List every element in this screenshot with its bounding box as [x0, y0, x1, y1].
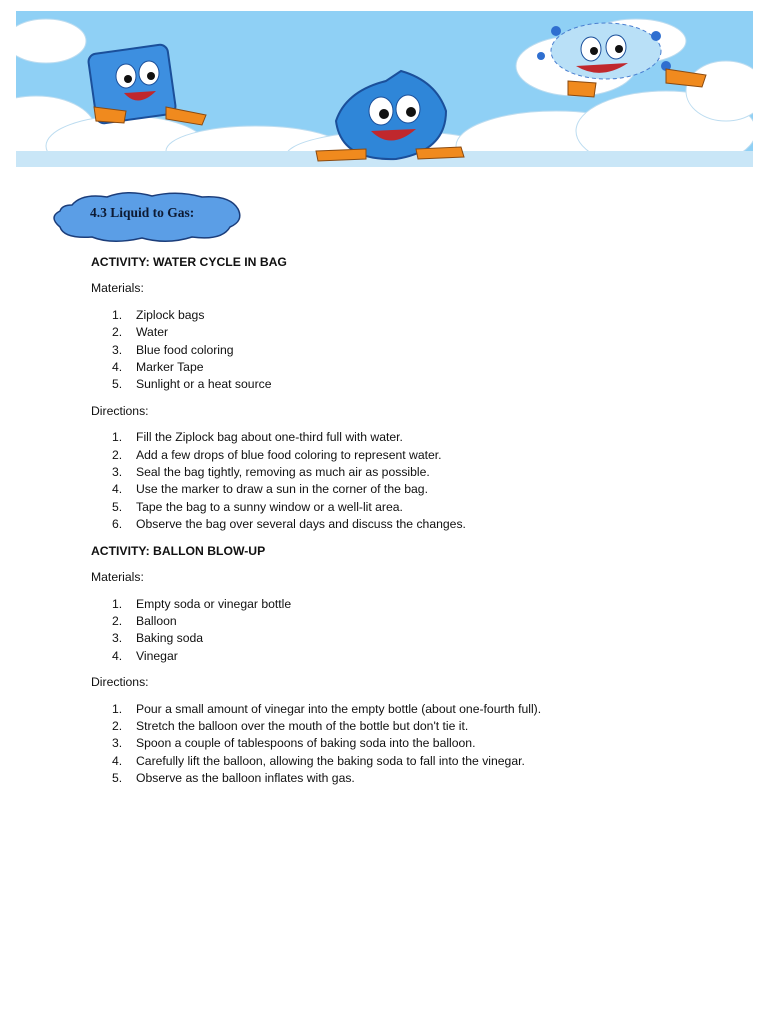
activity-water-cycle: [91, 254, 731, 534]
section-title: 4.3 Liquid to Gas:: [90, 205, 195, 220]
directions-label: Directions:: [91, 675, 149, 690]
list-item: 1. Pour a small amount of vinegar into the empty bottle (about one-fourth full).: [112, 701, 542, 716]
materials-label: Materials:: [91, 281, 144, 296]
section-title-cloud: [52, 191, 242, 243]
list-item: 5. Sunlight or a heat source: [112, 377, 272, 392]
list-item: 2. Stretch the balloon over the mouth of the bottle but don't tie it.: [112, 718, 469, 733]
directions-label: Directions:: [91, 403, 149, 418]
list-item: 1. Ziplock bags: [112, 307, 205, 322]
list-item: 3. Baking soda: [112, 631, 204, 646]
list-item: 3. Seal the bag tightly, removing as much air as possible.: [112, 465, 430, 480]
list-item: 5. Observe as the balloon inflates with gas.: [112, 771, 355, 786]
list-item: 4. Carefully lift the balloon, allowing the baking soda to fall into the vinegar.: [112, 753, 525, 768]
list-item: 2. Balloon: [112, 613, 177, 628]
materials-list: [91, 307, 731, 394]
materials-label: Materials:: [91, 570, 144, 585]
list-item: 4. Marker Tape: [112, 360, 204, 375]
list-item: 1. Fill the Ziplock bag about one-third full with water.: [112, 430, 403, 445]
list-item: 3. Blue food coloring: [112, 342, 234, 357]
materials-list: [91, 596, 731, 666]
list-item: 2. Water: [112, 325, 169, 340]
directions-list: [91, 429, 731, 533]
header-banner-illustration: [16, 11, 753, 167]
activity-heading: ACTIVITY: BALLON BLOW-UP: [91, 543, 266, 558]
document-body: [91, 254, 731, 797]
directions-list: [91, 701, 731, 788]
list-item: 4. Vinegar: [112, 648, 178, 663]
list-item: 4. Use the marker to draw a sun in the corner of the bag.: [112, 482, 428, 497]
list-item: 3. Spoon a couple of tablespoons of baking soda into the balloon.: [112, 736, 476, 751]
list-item: 6. Observe the bag over several days and discuss the changes.: [112, 517, 466, 532]
list-item: 5. Tape the bag to a sunny window or a well-lit area.: [112, 499, 403, 514]
activity-balloon-blow-up: [91, 543, 731, 788]
activity-heading: ACTIVITY: WATER CYCLE IN BAG: [91, 255, 287, 269]
list-item: 2. Add a few drops of blue food coloring to represent water.: [112, 447, 442, 462]
list-item: 1. Empty soda or vinegar bottle: [112, 596, 292, 611]
